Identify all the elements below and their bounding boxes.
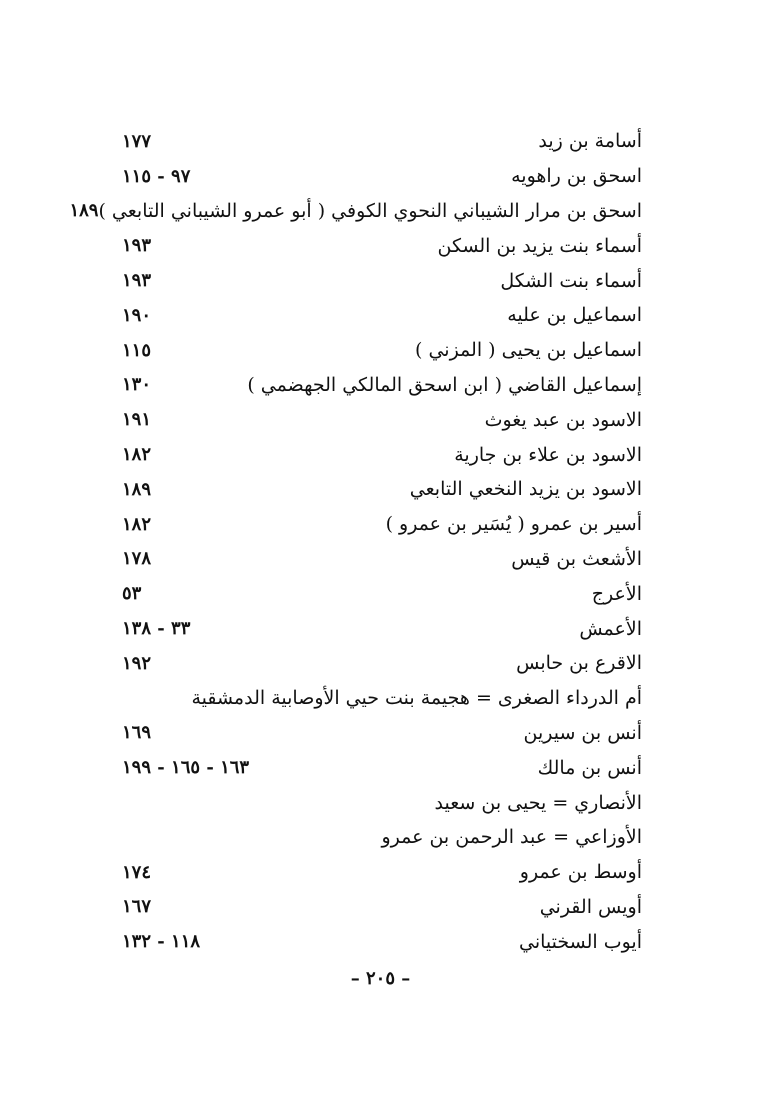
entry-name: الأنصاري = يحيى بن سعيد (434, 791, 642, 814)
index-entry (69, 194, 642, 229)
index-entry (122, 159, 642, 194)
entry-name: اسحق بن راهويه (511, 165, 642, 188)
entry-name: الاقرع بن حابس (516, 652, 642, 675)
entry-name: الأشعث بن قيس (511, 547, 642, 570)
entry-pages: ١١٨ - ١٣٢ (122, 931, 201, 953)
index-entry (122, 368, 642, 403)
entry-name: أيوب السختياني (519, 930, 642, 953)
entry-name: اسماعيل بن يحيى ( المزني ) (415, 339, 642, 362)
entry-pages: ٩٧ - ١١٥ (122, 165, 191, 187)
index-entry (122, 681, 642, 716)
index-entry (122, 646, 642, 681)
page-number: – ٢٠٥ – (350, 968, 411, 989)
index-entry (122, 924, 642, 959)
entry-name: أسماء بنت يزيد بن السكن (437, 234, 642, 257)
index-entry (122, 298, 642, 333)
entry-pages: ١٦٧ (122, 896, 152, 918)
entry-name: الاسود بن علاء بن جارية (454, 443, 642, 466)
entry-pages: ١٨٢ (122, 513, 152, 535)
index-entry (122, 890, 642, 925)
entry-name: الاسود بن يزيد النخعي التابعي (409, 478, 642, 501)
entry-name: أنس بن مالك (537, 756, 642, 779)
entry-name: أويس القرني (539, 895, 642, 918)
entry-pages: ١٩٣ (122, 270, 152, 292)
entry-name: أنس بن سيرين (523, 721, 642, 744)
entry-pages: ١٦٩ (122, 722, 152, 744)
entry-name: الأوزاعي = عبد الرحمن بن عمرو (381, 826, 642, 849)
entry-pages: ١٩٠ (122, 304, 152, 326)
entry-pages: ١٧٨ (122, 548, 152, 570)
index-entry (122, 124, 642, 159)
entry-name: اسماعيل بن عليه (507, 304, 642, 327)
entry-pages: ٣٣ - ١٣٨ (122, 618, 191, 640)
index-entry (122, 820, 642, 855)
entry-pages: ١٦٣ - ١٦٥ - ١٩٩ (122, 757, 250, 779)
index-entry (122, 402, 642, 437)
index-entry (122, 507, 642, 542)
entry-name: أوسط بن عمرو (519, 861, 642, 884)
index-entry (122, 542, 642, 577)
entry-pages: ١٨٩ (122, 478, 152, 500)
index-entry (122, 263, 642, 298)
entry-pages: ١١٥ (122, 339, 152, 361)
entry-name: الأعمش (579, 617, 642, 640)
entry-name: اسحق بن مرار الشيباني النحوي الكوفي ( أبو عمرو الشيباني التابعي ) (98, 199, 642, 222)
index-entry (122, 716, 642, 751)
entry-pages: ١٨٩ (69, 200, 99, 222)
entry-name: أسير بن عمرو ( يُسَير بن عمرو ) (385, 513, 642, 536)
index-entry (122, 576, 642, 611)
index-entry (122, 228, 642, 263)
entry-pages: ١٩١ (122, 409, 152, 431)
index-entries-list (69, 124, 642, 959)
entry-pages: ٥٣ (122, 583, 142, 605)
entry-name: الأعرج (591, 582, 642, 605)
index-entry (122, 437, 642, 472)
entry-pages: ١٣٠ (122, 374, 152, 396)
entry-pages: ١٩٢ (122, 652, 152, 674)
index-entry (122, 472, 642, 507)
index-entry (122, 785, 642, 820)
entry-name: إسماعيل القاضي ( ابن اسحق المالكي الجهضمي ) (247, 373, 642, 396)
entry-pages: ١٩٣ (122, 235, 152, 257)
index-entry (122, 611, 642, 646)
index-entry (122, 855, 642, 890)
entry-pages: ١٧٤ (122, 861, 152, 883)
index-entry (122, 750, 642, 785)
entry-name: أم الدرداء الصغرى = هجيمة بنت حيي الأوصابية الدمشقية (191, 687, 642, 710)
entry-pages: ١٧٧ (122, 130, 152, 152)
index-entry (122, 333, 642, 368)
entry-name: الاسود بن عبد يغوث (484, 408, 642, 431)
entry-pages: ١٨٢ (122, 444, 152, 466)
entry-name: أسماء بنت الشكل (500, 269, 642, 292)
entry-name: أسامة بن زيد (538, 130, 642, 153)
